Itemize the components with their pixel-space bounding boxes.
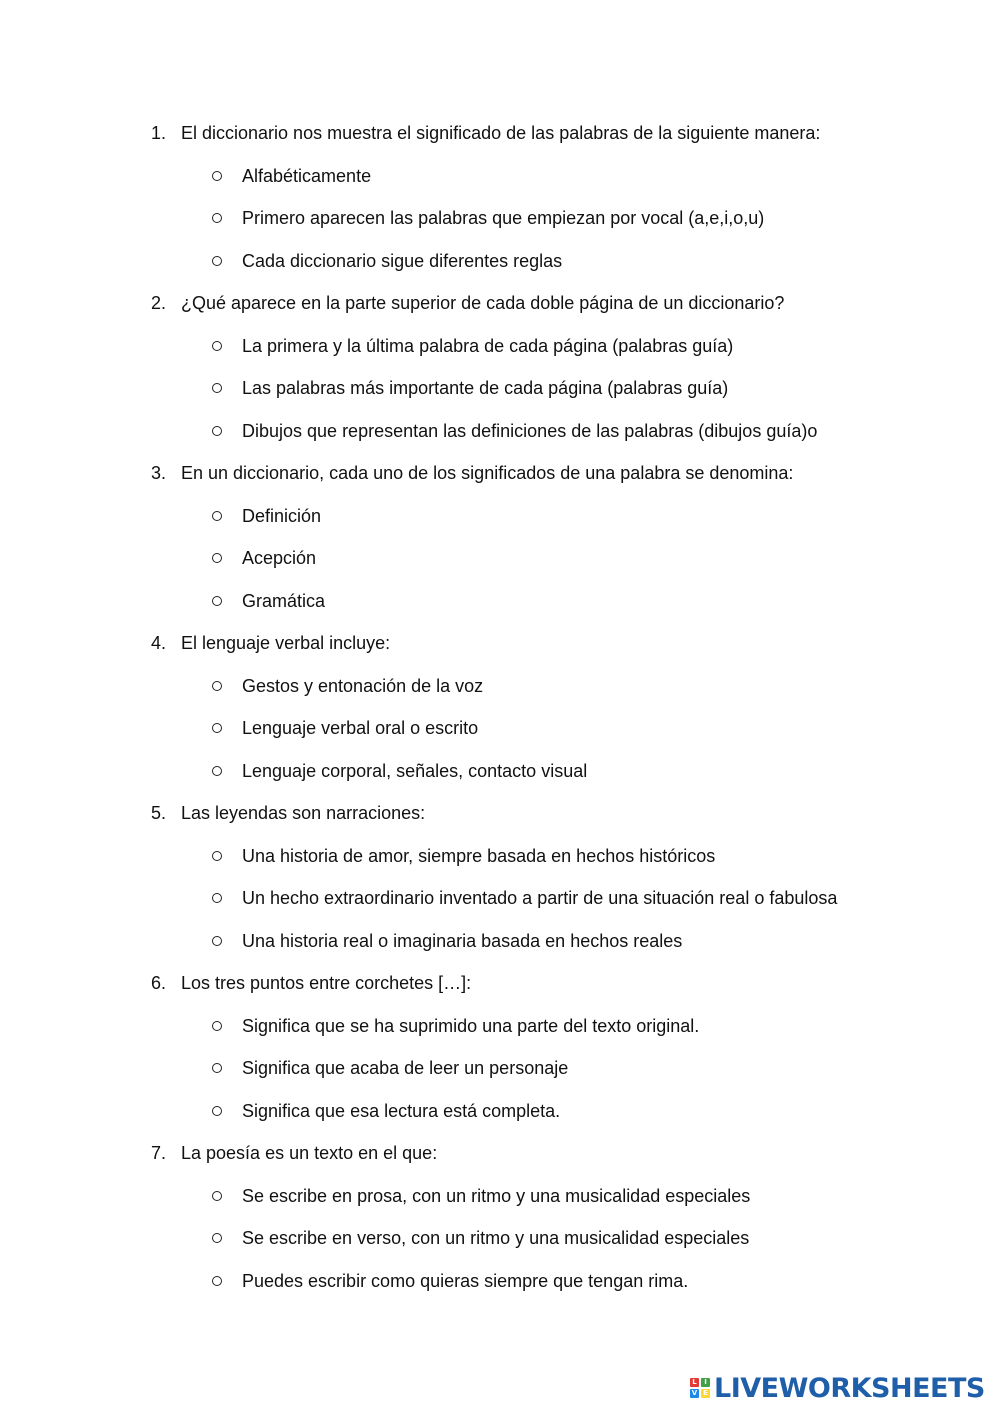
radio-circle-icon[interactable]: [212, 213, 222, 223]
answer-option[interactable]: [0, 920, 999, 963]
answer-option-label: Alfabéticamente: [242, 165, 372, 186]
answer-option[interactable]: [0, 1005, 999, 1048]
answer-option[interactable]: [0, 1090, 999, 1133]
logo-mark-letter: V: [691, 1389, 698, 1397]
answer-option-label: Significa que se ha suprimido una parte del texto original.: [242, 1015, 700, 1036]
radio-circle-icon[interactable]: [212, 1063, 222, 1073]
question-number: 6.: [151, 973, 167, 993]
answer-option-label: Acepción: [242, 548, 317, 568]
question-text: En un diccionario, cada uno de los significados de una palabra se denomina:: [181, 463, 794, 483]
question-number: 3.: [151, 463, 167, 483]
logo-mark-letter: E: [701, 1389, 710, 1398]
answer-option-label: Lenguaje verbal oral o escrito: [242, 718, 479, 738]
question-text: Los tres puntos entre corchetes […]:: [181, 973, 472, 993]
radio-circle-icon[interactable]: [212, 1233, 222, 1243]
answer-option-label: Definición: [242, 505, 322, 526]
answer-option-label: Dibujos que representan las definiciones de las palabras (dibujos guía)o: [242, 420, 818, 441]
answer-option[interactable]: [0, 367, 999, 410]
radio-circle-icon[interactable]: [212, 341, 222, 351]
logo-mark-letter: L: [690, 1378, 699, 1387]
question-number: 2.: [151, 293, 167, 313]
radio-circle-icon[interactable]: [212, 893, 222, 903]
question-number: 1.: [151, 123, 167, 143]
answer-option[interactable]: [0, 240, 999, 283]
answer-option[interactable]: [0, 1217, 999, 1260]
question-number: 4.: [151, 633, 167, 653]
answer-option-label: Una historia real o imaginaria basada en hechos reales: [242, 930, 683, 951]
answer-option[interactable]: [0, 537, 999, 580]
answer-option[interactable]: [0, 707, 999, 750]
question-text: ¿Qué aparece en la parte superior de cada doble página de un diccionario?: [181, 293, 785, 313]
answer-option-label: Gestos y entonación de la voz: [242, 675, 484, 696]
question-7: [0, 1132, 999, 1175]
answer-option-label: Lenguaje corporal, señales, contacto visual: [242, 760, 588, 781]
answer-option[interactable]: [0, 325, 999, 368]
answer-option-label: Gramática: [242, 590, 326, 611]
question-number: 5.: [151, 803, 167, 823]
radio-circle-icon[interactable]: [212, 511, 222, 521]
answer-option-label: Primero aparecen las palabras que empiezan por vocal (a,e,i,o,u): [242, 208, 765, 228]
question-text: Las leyendas son narraciones:: [181, 803, 426, 823]
answer-option[interactable]: [0, 155, 999, 198]
radio-circle-icon[interactable]: [212, 1191, 222, 1201]
question-3: [0, 452, 999, 495]
question-text: El lenguaje verbal incluye:: [181, 633, 391, 653]
question-1: [0, 112, 999, 155]
question-text: La poesía es un texto en el que:: [181, 1143, 438, 1163]
question-6: [0, 962, 999, 1005]
answer-option-label: Se escribe en verso, con un ritmo y una musicalidad especiales: [242, 1228, 750, 1248]
logo-mark-icon: [690, 1378, 710, 1398]
liveworksheets-logo: [690, 1370, 985, 1406]
answer-option-label: Puedes escribir como quieras siempre que tengan rima.: [242, 1270, 689, 1291]
radio-circle-icon[interactable]: [212, 171, 222, 181]
logo-mark-letter: I: [701, 1378, 710, 1387]
radio-circle-icon[interactable]: [212, 1021, 222, 1031]
answer-option[interactable]: [0, 750, 999, 793]
logo-text: LIVEWORKSHEETS: [714, 1372, 985, 1404]
radio-circle-icon[interactable]: [212, 383, 222, 393]
question-5: [0, 792, 999, 835]
answer-option-label: Significa que esa lectura está completa.: [242, 1100, 561, 1121]
radio-circle-icon[interactable]: [212, 766, 222, 776]
radio-circle-icon[interactable]: [212, 723, 222, 733]
answer-option[interactable]: [0, 1175, 999, 1218]
question-list: [0, 112, 999, 1302]
radio-circle-icon[interactable]: [212, 936, 222, 946]
answer-option[interactable]: [0, 1047, 999, 1090]
radio-circle-icon[interactable]: [212, 1106, 222, 1116]
answer-option[interactable]: [0, 580, 999, 623]
answer-option-label: La primera y la última palabra de cada página (palabras guía): [242, 335, 734, 356]
answer-option[interactable]: [0, 197, 999, 240]
answer-option-label: Las palabras más importante de cada página (palabras guía): [242, 378, 729, 398]
radio-circle-icon[interactable]: [212, 596, 222, 606]
radio-circle-icon[interactable]: [212, 681, 222, 691]
answer-option-label: Una historia de amor, siempre basada en hechos históricos: [242, 845, 716, 866]
answer-option[interactable]: [0, 665, 999, 708]
question-number: 7.: [151, 1143, 167, 1163]
radio-circle-icon[interactable]: [212, 426, 222, 436]
answer-option-label: Se escribe en prosa, con un ritmo y una musicalidad especiales: [242, 1185, 751, 1206]
answer-option[interactable]: [0, 1260, 999, 1303]
question-4: [0, 622, 999, 665]
answer-option[interactable]: [0, 877, 999, 920]
answer-option[interactable]: [0, 835, 999, 878]
radio-circle-icon[interactable]: [212, 851, 222, 861]
answer-option-label: Cada diccionario sigue diferentes reglas: [242, 250, 563, 271]
radio-circle-icon[interactable]: [212, 553, 222, 563]
answer-option[interactable]: [0, 495, 999, 538]
question-text: El diccionario nos muestra el significado de las palabras de la siguiente manera:: [181, 123, 821, 143]
answer-option-label: Significa que acaba de leer un personaje: [242, 1058, 569, 1078]
answer-option[interactable]: [0, 410, 999, 453]
question-2: [0, 282, 999, 325]
radio-circle-icon[interactable]: [212, 1276, 222, 1286]
radio-circle-icon[interactable]: [212, 256, 222, 266]
answer-option-label: Un hecho extraordinario inventado a partir de una situación real o fabulosa: [242, 888, 838, 908]
